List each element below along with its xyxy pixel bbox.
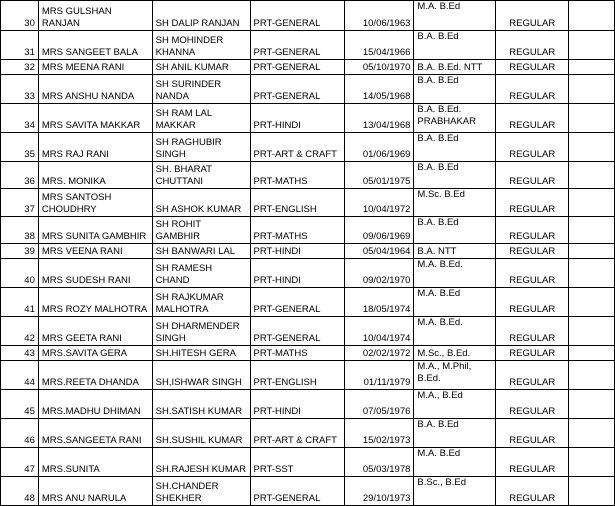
table-row xyxy=(1,217,615,244)
teacher-name-cell: MRS ROZY MALHOTRA xyxy=(38,288,152,317)
status-cell: REGULAR xyxy=(496,288,569,317)
qualification-cell: B.A. B.Ed xyxy=(414,162,496,189)
father-name-cell: SH BANWARI LAL xyxy=(152,244,250,259)
table-row xyxy=(1,60,615,75)
qualification-cell: M.A. B.Ed. xyxy=(414,259,496,288)
teacher-name-cell: MRS.SANGEETA RANI xyxy=(38,419,152,448)
serial-number-cell: 30 xyxy=(1,1,39,31)
post-cell: PRT-ENGLISH xyxy=(250,361,344,390)
post-cell: PRT-HINDI xyxy=(250,104,344,133)
date-of-birth-cell: 05/03/1978 xyxy=(344,448,414,477)
table-row xyxy=(1,189,615,217)
qualification-cell: B.A. B.Ed xyxy=(414,133,496,162)
post-cell: PRT-MATHS xyxy=(250,217,344,244)
date-of-birth-cell: 09/06/1969 xyxy=(344,217,414,244)
post-cell: PRT-GENERAL xyxy=(250,31,344,60)
qualification-cell: B.Sc., B.Ed xyxy=(414,477,496,506)
status-cell: REGULAR xyxy=(496,419,569,448)
status-cell: REGULAR xyxy=(496,244,569,259)
status-cell: REGULAR xyxy=(496,1,569,31)
status-cell: REGULAR xyxy=(496,189,569,217)
father-name-cell: SH RAGHUBIR SINGH xyxy=(152,133,250,162)
blank-cell xyxy=(569,104,615,133)
date-of-birth-cell: 01/06/1969 xyxy=(344,133,414,162)
serial-number-cell: 40 xyxy=(1,259,39,288)
blank-cell xyxy=(569,133,615,162)
date-of-birth-cell: 01/11/1979 xyxy=(344,361,414,390)
post-cell: PRT-MATHS xyxy=(250,162,344,189)
post-cell: PRT-GENERAL xyxy=(250,60,344,75)
table-row xyxy=(1,361,615,390)
status-cell: REGULAR xyxy=(496,75,569,104)
teacher-name-cell: MRS ANU NARULA xyxy=(38,477,152,506)
serial-number-cell: 44 xyxy=(1,361,39,390)
blank-cell xyxy=(569,477,615,506)
qualification-cell: M.Sc., B.Ed. xyxy=(414,346,496,361)
post-cell: PRT-GENERAL xyxy=(250,75,344,104)
blank-cell xyxy=(569,244,615,259)
blank-cell xyxy=(569,1,615,31)
serial-number-cell: 36 xyxy=(1,162,39,189)
father-name-cell: SH DHARMENDER SINGH xyxy=(152,317,250,346)
date-of-birth-cell: 18/05/1974 xyxy=(344,288,414,317)
blank-cell xyxy=(569,448,615,477)
father-name-cell: SH ASHOK KUMAR xyxy=(152,189,250,217)
qualification-cell: M.A., M.Phil, B.Ed. xyxy=(414,361,496,390)
father-name-cell: SH.SUSHIL KUMAR xyxy=(152,419,250,448)
post-cell: PRT-HINDI xyxy=(250,390,344,419)
teacher-name-cell: MRS SUNITA GAMBHIR xyxy=(38,217,152,244)
blank-cell xyxy=(569,31,615,60)
status-cell: REGULAR xyxy=(496,133,569,162)
teacher-name-cell: MRS GEETA RANI xyxy=(38,317,152,346)
table-row xyxy=(1,31,615,60)
date-of-birth-cell: 29/10/1973 xyxy=(344,477,414,506)
blank-cell xyxy=(569,259,615,288)
table-row xyxy=(1,390,615,419)
teacher-name-cell: MRS SANTOSH CHOUDHRY xyxy=(38,189,152,217)
date-of-birth-cell: 07/05/1976 xyxy=(344,390,414,419)
post-cell: PRT-ART & CRAFT xyxy=(250,419,344,448)
post-cell: PRT-HINDI xyxy=(250,259,344,288)
serial-number-cell: 48 xyxy=(1,477,39,506)
date-of-birth-cell: 09/02/1970 xyxy=(344,259,414,288)
date-of-birth-cell: 10/04/1974 xyxy=(344,317,414,346)
table-row xyxy=(1,419,615,448)
father-name-cell: SH. BHARAT CHUTTANI xyxy=(152,162,250,189)
status-cell: REGULAR xyxy=(496,317,569,346)
post-cell: PRT-MATHS xyxy=(250,346,344,361)
blank-cell xyxy=(569,361,615,390)
serial-number-cell: 45 xyxy=(1,390,39,419)
teacher-name-cell: MRS GULSHAN RANJAN xyxy=(38,1,152,31)
blank-cell xyxy=(569,217,615,244)
teacher-name-cell: MRS SANGEET BALA xyxy=(38,31,152,60)
teacher-name-cell: MRS RAJ RANI xyxy=(38,133,152,162)
status-cell: REGULAR xyxy=(496,361,569,390)
teacher-name-cell: MRS SAVITA MAKKAR xyxy=(38,104,152,133)
status-cell: REGULAR xyxy=(496,477,569,506)
post-cell: PRT-GENERAL xyxy=(250,477,344,506)
blank-cell xyxy=(569,189,615,217)
qualification-cell: M.A. B.Ed xyxy=(414,1,496,31)
father-name-cell: SH,ISHWAR SINGH xyxy=(152,361,250,390)
table-row xyxy=(1,244,615,259)
serial-number-cell: 41 xyxy=(1,288,39,317)
father-name-cell: SH RAMESH CHAND xyxy=(152,259,250,288)
serial-number-cell: 32 xyxy=(1,60,39,75)
blank-cell xyxy=(569,288,615,317)
father-name-cell: SH RAM LAL MAKKAR xyxy=(152,104,250,133)
father-name-cell: SH ROHIT GAMBHIR xyxy=(152,217,250,244)
qualification-cell: M.A. B.Ed xyxy=(414,288,496,317)
qualification-cell: B.A. B.Ed. NTT xyxy=(414,60,496,75)
father-name-cell: SH ANIL KUMAR xyxy=(152,60,250,75)
date-of-birth-cell: 05/10/1970 xyxy=(344,60,414,75)
serial-number-cell: 35 xyxy=(1,133,39,162)
table-body xyxy=(1,1,615,506)
date-of-birth-cell: 14/05/1968 xyxy=(344,75,414,104)
father-name-cell: SH.HITESH GERA xyxy=(152,346,250,361)
teacher-name-cell: MRS.SAVITA GERA xyxy=(38,346,152,361)
blank-cell xyxy=(569,317,615,346)
status-cell: REGULAR xyxy=(496,390,569,419)
status-cell: REGULAR xyxy=(496,104,569,133)
serial-number-cell: 37 xyxy=(1,189,39,217)
table-row xyxy=(1,288,615,317)
qualification-cell: B.A. B.Ed. PRABHAKAR xyxy=(414,104,496,133)
date-of-birth-cell: 10/06/1963 xyxy=(344,1,414,31)
teacher-name-cell: MRS.MADHU DHIMAN xyxy=(38,390,152,419)
table-row xyxy=(1,162,615,189)
serial-number-cell: 38 xyxy=(1,217,39,244)
teacher-name-cell: MRS.REETA DHANDA xyxy=(38,361,152,390)
teacher-name-cell: MRS SUDESH RANI xyxy=(38,259,152,288)
teacher-name-cell: MRS VEENA RANI xyxy=(38,244,152,259)
post-cell: PRT-SST xyxy=(250,448,344,477)
serial-number-cell: 43 xyxy=(1,346,39,361)
blank-cell xyxy=(569,390,615,419)
qualification-cell: B.A. B.Ed xyxy=(414,31,496,60)
serial-number-cell: 42 xyxy=(1,317,39,346)
post-cell: PRT-GENERAL xyxy=(250,1,344,31)
post-cell: PRT-ENGLISH xyxy=(250,189,344,217)
qualification-cell: B.A. B.Ed xyxy=(414,75,496,104)
serial-number-cell: 33 xyxy=(1,75,39,104)
serial-number-cell: 34 xyxy=(1,104,39,133)
teacher-name-cell: MRS ANSHU NANDA xyxy=(38,75,152,104)
post-cell: PRT-GENERAL xyxy=(250,317,344,346)
post-cell: PRT-HINDI xyxy=(250,244,344,259)
qualification-cell: B.A. NTT xyxy=(414,244,496,259)
status-cell: REGULAR xyxy=(496,448,569,477)
table-row xyxy=(1,346,615,361)
blank-cell xyxy=(569,162,615,189)
qualification-cell: B.A. B.Ed xyxy=(414,419,496,448)
blank-cell xyxy=(569,60,615,75)
serial-number-cell: 46 xyxy=(1,419,39,448)
father-name-cell: SH SURINDER NANDA xyxy=(152,75,250,104)
serial-number-cell: 31 xyxy=(1,31,39,60)
teacher-name-cell: MRS.SUNITA xyxy=(38,448,152,477)
qualification-cell: M.Sc. B.Ed xyxy=(414,189,496,217)
qualification-cell: M.A. B.Ed xyxy=(414,448,496,477)
table-row xyxy=(1,477,615,506)
father-name-cell: SH.RAJESH KUMAR xyxy=(152,448,250,477)
status-cell: REGULAR xyxy=(496,60,569,75)
father-name-cell: SH.SATISH KUMAR xyxy=(152,390,250,419)
teacher-name-cell: MRS MEENA RANI xyxy=(38,60,152,75)
date-of-birth-cell: 13/04/1968 xyxy=(344,104,414,133)
date-of-birth-cell: 15/04/1966 xyxy=(344,31,414,60)
table-row xyxy=(1,133,615,162)
table-row xyxy=(1,259,615,288)
post-cell: PRT-GENERAL xyxy=(250,288,344,317)
qualification-cell: M.A., B.Ed xyxy=(414,390,496,419)
date-of-birth-cell: 05/01/1975 xyxy=(344,162,414,189)
qualification-cell: B.A. B.Ed xyxy=(414,217,496,244)
date-of-birth-cell: 15/02/1973 xyxy=(344,419,414,448)
date-of-birth-cell: 10/04/1972 xyxy=(344,189,414,217)
father-name-cell: SH.CHANDER SHEKHER xyxy=(152,477,250,506)
table-row xyxy=(1,1,615,31)
date-of-birth-cell: 05/04/1964 xyxy=(344,244,414,259)
blank-cell xyxy=(569,346,615,361)
table-row xyxy=(1,75,615,104)
post-cell: PRT-ART & CRAFT xyxy=(250,133,344,162)
blank-cell xyxy=(569,419,615,448)
status-cell: REGULAR xyxy=(496,217,569,244)
blank-cell xyxy=(569,75,615,104)
qualification-cell: M.A. B.Ed. xyxy=(414,317,496,346)
teacher-name-cell: MRS. MONIKA xyxy=(38,162,152,189)
father-name-cell: SH MOHINDER KHANNA xyxy=(152,31,250,60)
father-name-cell: SH DALIP RANJAN xyxy=(152,1,250,31)
serial-number-cell: 47 xyxy=(1,448,39,477)
table-row xyxy=(1,448,615,477)
date-of-birth-cell: 02/02/1972 xyxy=(344,346,414,361)
table-row xyxy=(1,317,615,346)
status-cell: REGULAR xyxy=(496,31,569,60)
status-cell: REGULAR xyxy=(496,162,569,189)
father-name-cell: SH RAJKUMAR MALHOTRA xyxy=(152,288,250,317)
table-row xyxy=(1,104,615,133)
status-cell: REGULAR xyxy=(496,259,569,288)
serial-number-cell: 39 xyxy=(1,244,39,259)
status-cell: REGULAR xyxy=(496,346,569,361)
